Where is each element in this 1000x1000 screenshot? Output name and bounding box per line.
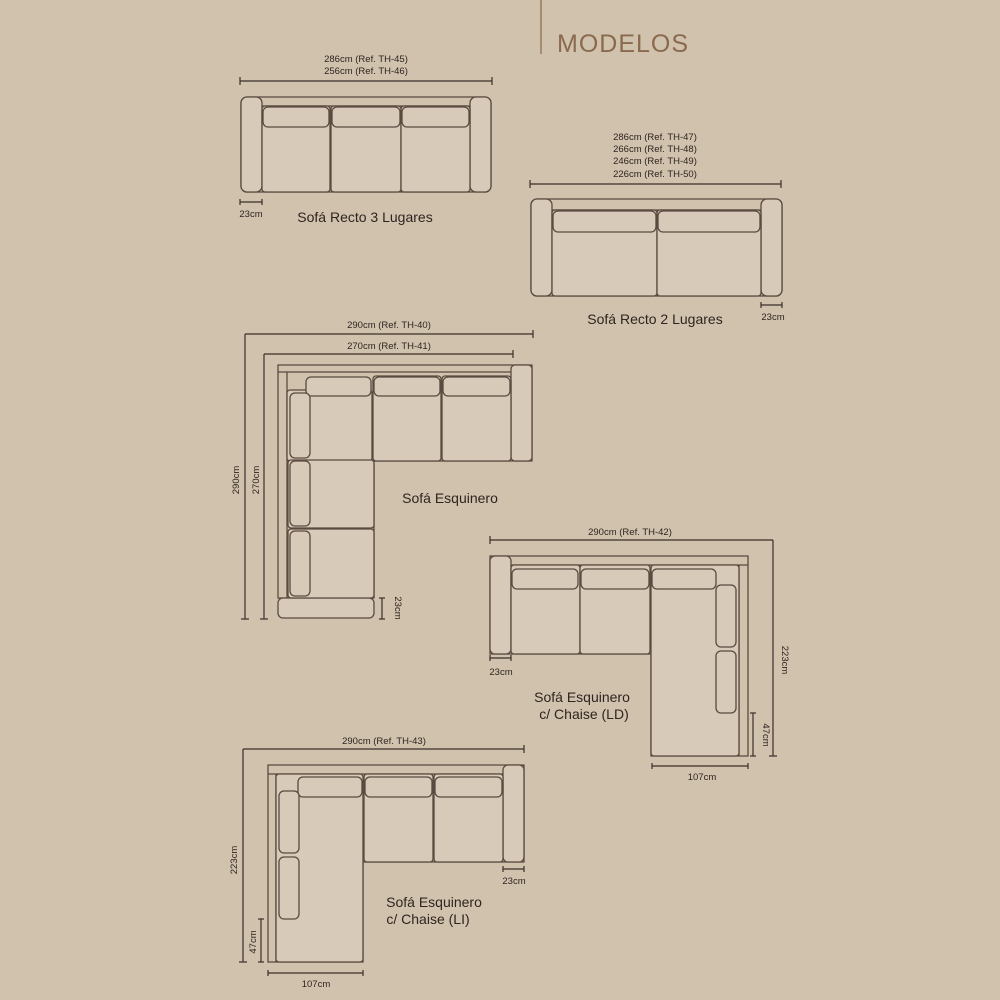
sofa-recto-2-lugares bbox=[530, 132, 785, 327]
chaise-ld-back-cushion-2 bbox=[581, 569, 649, 589]
chaise-li-back-cushion-2 bbox=[365, 777, 432, 797]
recto2-back-cushion-2 bbox=[658, 211, 760, 232]
esquinero-width-label-a: 290cm (Ref. TH-40) bbox=[347, 320, 431, 331]
chaise-li-chaise-arm-label: 47cm bbox=[248, 930, 259, 954]
chaise-li-arm-label: 23cm bbox=[502, 876, 526, 887]
recto3-width-label-1: 286cm (Ref. TH-45) bbox=[324, 54, 408, 65]
recto3-arm-label: 23cm bbox=[239, 209, 263, 220]
esquinero-height-label-b: 270cm bbox=[251, 465, 262, 495]
recto2-arm-label: 23cm bbox=[761, 312, 785, 323]
recto3-name: Sofá Recto 3 Lugares bbox=[297, 209, 433, 225]
esquinero-side-cushion-3 bbox=[290, 531, 310, 596]
chaise-ld-depth-label: 223cm bbox=[779, 645, 790, 675]
recto2-name: Sofá Recto 2 Lugares bbox=[587, 311, 723, 327]
chaise-li-depth-label: 223cm bbox=[229, 845, 240, 875]
chaise-li-name-line-1: Sofá Esquinero bbox=[386, 894, 482, 910]
recto3-left-arm bbox=[241, 97, 262, 192]
esquinero-back-cushion-3 bbox=[443, 377, 510, 396]
chaise-ld-width-label: 290cm (Ref. TH-42) bbox=[588, 527, 672, 538]
chaise-li-name-line-2: c/ Chaise (LI) bbox=[386, 911, 470, 927]
chaise-li-back-cushion-3 bbox=[435, 777, 502, 797]
recto3-back-cushion-1 bbox=[263, 107, 329, 127]
esquinero-right-arm bbox=[511, 365, 532, 461]
esquinero-arm-label: 23cm bbox=[392, 596, 403, 620]
recto3-width-label-2: 256cm (Ref. TH-46) bbox=[324, 66, 408, 77]
sofa-chaise-li bbox=[229, 736, 526, 990]
recto2-left-arm bbox=[531, 199, 552, 296]
recto2-width-label-3: 246cm (Ref. TH-49) bbox=[613, 156, 697, 167]
recto2-width-label-1: 286cm (Ref. TH-47) bbox=[613, 132, 697, 143]
sofa-esquinero bbox=[231, 320, 533, 620]
chaise-ld-chaise-width-label: 107cm bbox=[687, 772, 717, 783]
recto3-back-cushion-2 bbox=[332, 107, 400, 127]
recto3-right-arm bbox=[470, 97, 491, 192]
recto2-width-label-2: 266cm (Ref. TH-48) bbox=[613, 144, 697, 155]
chaise-ld-side-cushion-2 bbox=[716, 651, 736, 713]
chaise-li-right-arm bbox=[503, 765, 524, 862]
chaise-li-side-cushion-1 bbox=[279, 791, 299, 853]
chaise-ld-left-arm bbox=[490, 556, 511, 654]
sofa-recto-3-lugares bbox=[239, 54, 492, 225]
esquinero-name: Sofá Esquinero bbox=[402, 490, 498, 506]
chaise-ld-name-line-2: c/ Chaise (LD) bbox=[539, 706, 629, 722]
chaise-ld-name-line-1: Sofá Esquinero bbox=[534, 689, 630, 705]
esquinero-side-cushion-1 bbox=[290, 393, 310, 458]
recto3-back-cushion-3 bbox=[402, 107, 469, 127]
chaise-ld-side-cushion-1 bbox=[716, 585, 736, 647]
chaise-ld-arm-label: 23cm bbox=[489, 667, 513, 678]
chaise-li-width-label: 290cm (Ref. TH-43) bbox=[342, 736, 426, 747]
recto2-back-cushion-1 bbox=[553, 211, 656, 232]
sofa-chaise-ld bbox=[489, 527, 790, 783]
recto2-right-arm bbox=[761, 199, 782, 296]
chaise-ld-chaise-arm-label: 47cm bbox=[760, 723, 771, 747]
esquinero-back-cushion-1 bbox=[306, 377, 371, 396]
recto2-width-label-4: 226cm (Ref. TH-50) bbox=[613, 169, 697, 180]
chaise-li-chaise-width-label: 107cm bbox=[301, 979, 331, 990]
chaise-ld-back-cushion-1 bbox=[512, 569, 578, 589]
esquinero-width-label-b: 270cm (Ref. TH-41) bbox=[347, 341, 431, 352]
esquinero-back-cushion-2 bbox=[374, 377, 440, 396]
page-title: MODELOS bbox=[557, 30, 690, 58]
esquinero-side-cushion-2 bbox=[290, 461, 310, 526]
esquinero-height-label-a: 290cm bbox=[231, 465, 242, 495]
esquinero-bottom-arm bbox=[278, 598, 374, 618]
chaise-ld-back-cushion-3 bbox=[652, 569, 716, 589]
chaise-li-side-cushion-2 bbox=[279, 857, 299, 919]
chaise-li-back-cushion-1 bbox=[298, 777, 362, 797]
